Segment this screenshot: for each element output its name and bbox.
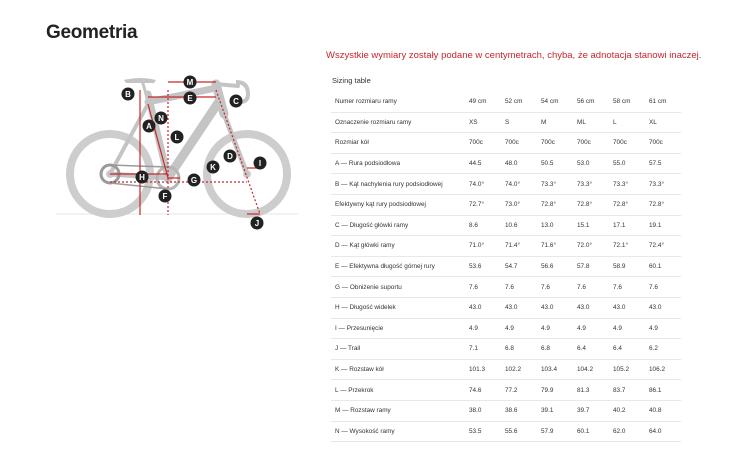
table-cell: 6.2 xyxy=(645,339,681,360)
table-cell: 7.6 xyxy=(645,277,681,298)
table-cell: 43.0 xyxy=(573,297,609,318)
units-note: Wszystkie wymiary zostały podane w centymetrach, chyba, że adnotacja stanowi inaczej. xyxy=(326,50,702,61)
table-cell: 7.6 xyxy=(537,277,573,298)
table-cell: 74.6 xyxy=(465,380,501,401)
table-cell: 56.6 xyxy=(537,256,573,277)
table-cell: 62.0 xyxy=(609,421,645,442)
table-row xyxy=(331,194,681,215)
table-cell: 55.0 xyxy=(609,153,645,174)
marker-i xyxy=(254,157,267,170)
svg-text:C: C xyxy=(233,97,239,106)
svg-text:F: F xyxy=(162,192,168,201)
table-cell: 60.1 xyxy=(645,256,681,277)
table-row xyxy=(331,359,681,380)
table-row xyxy=(331,133,681,154)
svg-text:J: J xyxy=(254,219,260,228)
table-row xyxy=(331,339,681,360)
row-label: D — Kąt główki ramy xyxy=(331,236,465,257)
svg-text:I: I xyxy=(258,159,262,168)
row-label: B — Kąt nachylenia rury podsiodłowej xyxy=(331,174,465,195)
table-cell: 103.4 xyxy=(537,359,573,380)
table-cell: 48.0 xyxy=(501,153,537,174)
table-cell: 81.3 xyxy=(573,380,609,401)
table-cell: 700c xyxy=(609,133,645,154)
table-cell: 50.5 xyxy=(537,153,573,174)
svg-text:A: A xyxy=(146,122,152,131)
table-cell: 54 cm xyxy=(537,92,573,112)
svg-text:D: D xyxy=(227,152,233,161)
svg-text:N: N xyxy=(158,114,164,123)
table-cell: 79.9 xyxy=(537,380,573,401)
table-row xyxy=(331,297,681,318)
table-cell: 39.7 xyxy=(573,400,609,421)
table-row xyxy=(331,277,681,298)
table-cell: 6.8 xyxy=(501,339,537,360)
table-row xyxy=(331,380,681,401)
table-cell: 72.1° xyxy=(609,236,645,257)
table-cell: 4.9 xyxy=(645,318,681,339)
table-cell: XL xyxy=(645,112,681,133)
marker-m xyxy=(184,76,197,89)
table-cell: 19.1 xyxy=(645,215,681,236)
table-cell: 40.8 xyxy=(645,400,681,421)
row-label: K — Rozstaw kół xyxy=(331,359,465,380)
marker-k xyxy=(207,161,220,174)
row-label: C — Długość główki ramy xyxy=(331,215,465,236)
row-label: M — Rozstaw ramy xyxy=(331,400,465,421)
svg-text:M: M xyxy=(186,78,194,87)
table-cell: 71.0° xyxy=(465,236,501,257)
table-cell: 700c xyxy=(537,133,573,154)
table-row xyxy=(331,400,681,421)
marker-e xyxy=(184,92,197,105)
table-cell: 74.0° xyxy=(465,174,501,195)
row-label: Oznaczenie rozmiaru ramy xyxy=(331,112,465,133)
svg-text:H: H xyxy=(139,173,145,182)
marker-c xyxy=(230,95,243,108)
table-cell: ML xyxy=(573,112,609,133)
table-cell: 58.9 xyxy=(609,256,645,277)
table-cell: 102.2 xyxy=(501,359,537,380)
svg-text:B: B xyxy=(125,90,131,99)
table-cell: 71.6° xyxy=(537,236,573,257)
table-cell: 39.1 xyxy=(537,400,573,421)
row-label: G — Obniżenie suportu xyxy=(331,277,465,298)
table-cell: 17.1 xyxy=(609,215,645,236)
chain xyxy=(110,165,168,167)
table-cell: 58 cm xyxy=(609,92,645,112)
table-row xyxy=(331,318,681,339)
table-cell: L xyxy=(609,112,645,133)
table-cell: 56 cm xyxy=(573,92,609,112)
table-cell: 7.6 xyxy=(609,277,645,298)
table-cell: 105.2 xyxy=(609,359,645,380)
table-cell: 7.6 xyxy=(501,277,537,298)
table-cell: 43.0 xyxy=(645,297,681,318)
table-cell: 101.3 xyxy=(465,359,501,380)
table-cell: 73.0° xyxy=(501,194,537,215)
table-cell: 6.4 xyxy=(573,339,609,360)
table-cell: 7.6 xyxy=(465,277,501,298)
table-cell: 700c xyxy=(501,133,537,154)
table-cell: 15.1 xyxy=(573,215,609,236)
table-cell: 104.2 xyxy=(573,359,609,380)
table-cell: 57.8 xyxy=(573,256,609,277)
table-cell: 700c xyxy=(573,133,609,154)
marker-g xyxy=(188,174,201,187)
table-row xyxy=(331,153,681,174)
table-row xyxy=(331,112,681,133)
svg-text:K: K xyxy=(210,163,216,172)
table-cell: 71.4° xyxy=(501,236,537,257)
table-cell: 83.7 xyxy=(609,380,645,401)
table-cell: 61 cm xyxy=(645,92,681,112)
table-cell: 4.9 xyxy=(465,318,501,339)
table-cell: 57.5 xyxy=(645,153,681,174)
table-cell: 73.3° xyxy=(573,174,609,195)
table-cell: 60.1 xyxy=(573,421,609,442)
table-cell: 4.9 xyxy=(609,318,645,339)
table-cell: 53.6 xyxy=(465,256,501,277)
table-cell: 73.3° xyxy=(609,174,645,195)
table-cell: 54.7 xyxy=(501,256,537,277)
table-cell: 72.8° xyxy=(609,194,645,215)
table-cell: 86.1 xyxy=(645,380,681,401)
row-label: J — Trail xyxy=(331,339,465,360)
table-cell: 72.8° xyxy=(573,194,609,215)
row-label: N — Wysokość ramy xyxy=(331,421,465,442)
marker-h xyxy=(136,171,149,184)
table-cell: 7.1 xyxy=(465,339,501,360)
table-cell: 40.2 xyxy=(609,400,645,421)
table-cell: 106.2 xyxy=(645,359,681,380)
row-label: I — Przesunięcie xyxy=(331,318,465,339)
table-cell: 72.8° xyxy=(645,194,681,215)
table-cell: 10.6 xyxy=(501,215,537,236)
marker-l xyxy=(171,131,184,144)
marker-f xyxy=(159,190,172,203)
row-label: Rozmiar kół xyxy=(331,133,465,154)
table-cell: 13.0 xyxy=(537,215,573,236)
table-cell: 43.0 xyxy=(609,297,645,318)
table-row xyxy=(331,215,681,236)
marker-b xyxy=(122,88,135,101)
table-cell: 38.6 xyxy=(501,400,537,421)
marker-j xyxy=(251,217,264,230)
svg-text:G: G xyxy=(190,176,198,185)
table-row xyxy=(331,92,681,112)
row-label: Efektywny kąt rury podsiodłowej xyxy=(331,194,465,215)
marker-d xyxy=(224,150,237,163)
table-cell: 6.8 xyxy=(537,339,573,360)
table-row xyxy=(331,421,681,442)
table-cell: 72.0° xyxy=(573,236,609,257)
table-cell: 38.0 xyxy=(465,400,501,421)
table-cell: 700c xyxy=(645,133,681,154)
table-cell: 53.5 xyxy=(465,421,501,442)
table-cell: 55.6 xyxy=(501,421,537,442)
table-cell: 4.9 xyxy=(501,318,537,339)
table-cell: 43.0 xyxy=(537,297,573,318)
table-cell: M xyxy=(537,112,573,133)
table-cell: 77.2 xyxy=(501,380,537,401)
table-row xyxy=(331,174,681,195)
table-cell: 53.0 xyxy=(573,153,609,174)
table-cell: 8.6 xyxy=(465,215,501,236)
table-row xyxy=(331,236,681,257)
marker-a xyxy=(143,120,156,133)
row-label: E — Efektywna długość górnej rury xyxy=(331,256,465,277)
row-label: L — Przekrok xyxy=(331,380,465,401)
table-cell: 4.9 xyxy=(537,318,573,339)
table-cell: 72.8° xyxy=(537,194,573,215)
table-row xyxy=(331,256,681,277)
table-cell: S xyxy=(501,112,537,133)
sizing-table xyxy=(331,92,681,442)
table-cell: 73.3° xyxy=(537,174,573,195)
table-cell: XS xyxy=(465,112,501,133)
sizing-table-body xyxy=(331,92,681,442)
table-cell: 57.9 xyxy=(537,421,573,442)
table-cell: 43.0 xyxy=(465,297,501,318)
table-cell: 74.0° xyxy=(501,174,537,195)
table-cell: 64.0 xyxy=(645,421,681,442)
table-cell: 700c xyxy=(465,133,501,154)
row-label: Numer rozmiaru ramy xyxy=(331,92,465,112)
table-cell: 4.9 xyxy=(573,318,609,339)
table-cell: 7.6 xyxy=(573,277,609,298)
saddle xyxy=(124,78,156,83)
table-cell: 49 cm xyxy=(465,92,501,112)
marker-n xyxy=(155,112,168,125)
svg-text:L: L xyxy=(174,133,180,142)
table-cell: 6.4 xyxy=(609,339,645,360)
table-cell: 43.0 xyxy=(501,297,537,318)
table-cell: 72.7° xyxy=(465,194,501,215)
table-cell: 52 cm xyxy=(501,92,537,112)
sizing-table-caption: Sizing table xyxy=(332,76,371,85)
table-cell: 44.5 xyxy=(465,153,501,174)
row-label: A — Rura podsiodłowa xyxy=(331,153,465,174)
table-cell: 73.3° xyxy=(645,174,681,195)
row-label: H — Długość widelek xyxy=(331,297,465,318)
table-cell: 72.4° xyxy=(645,236,681,257)
geometry-diagram xyxy=(50,70,302,232)
svg-text:E: E xyxy=(187,94,193,103)
page-title: Geometria xyxy=(46,22,138,43)
